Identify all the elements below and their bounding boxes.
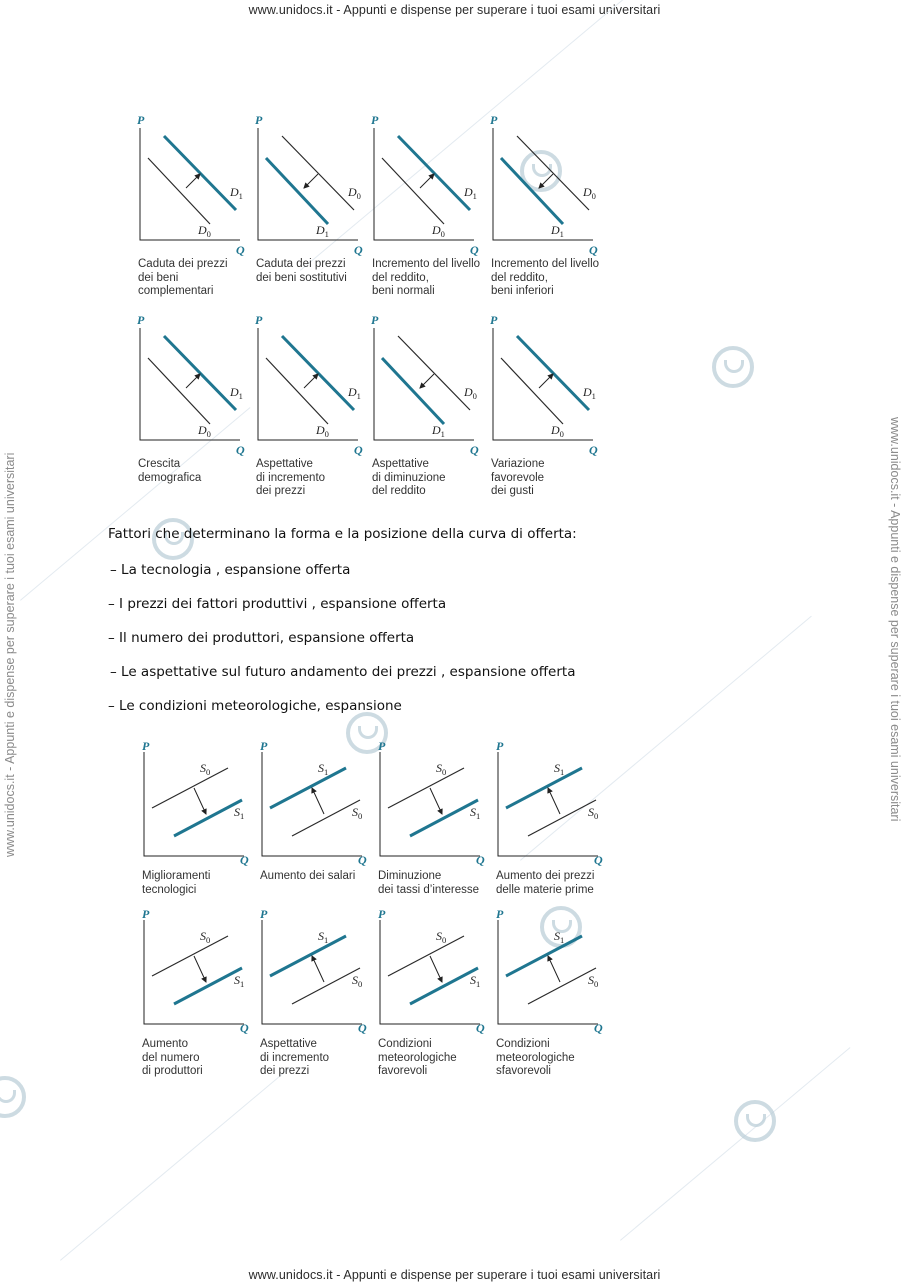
shift-arrow xyxy=(186,374,200,388)
curve-label-upper: $D_1$ xyxy=(583,385,596,401)
shift-arrow xyxy=(304,374,318,388)
shift-arrow xyxy=(548,956,560,982)
axis-label-p: P xyxy=(142,907,150,921)
curve-label-upper: $D_1$ xyxy=(230,185,243,201)
supply-curve-lower xyxy=(292,968,363,1004)
shift-arrow xyxy=(539,174,553,188)
shift-arrow xyxy=(194,956,206,982)
panel-caption: Diminuzione dei tassi d’interesse xyxy=(378,870,479,896)
axis-label-q: Q xyxy=(358,1021,367,1035)
supply-curve-upper xyxy=(152,936,228,976)
shift-arrow xyxy=(312,788,324,814)
axis-label-q: Q xyxy=(354,443,363,457)
footer-watermark: www.unidocs.it - Appunti e dispense per superare i tuoi esami universitari xyxy=(248,1268,661,1282)
demand-curve-upper xyxy=(398,136,470,210)
curve-label-upper: $S_1$ xyxy=(318,761,329,777)
shift-arrow xyxy=(420,374,434,388)
panel-caption: Condizioni meteorologiche favorevoli xyxy=(378,1038,457,1077)
shift-arrow xyxy=(430,956,442,982)
panel-caption: Aspettative di diminuzione del reddito xyxy=(372,458,446,497)
supply-curve-lower xyxy=(292,800,363,836)
axis-label-p: P xyxy=(137,113,145,127)
panel-caption: Aspettative di incremento dei prezzi xyxy=(256,458,326,497)
axis-label-p: P xyxy=(371,313,379,327)
supply-curve-lower xyxy=(174,968,245,1004)
axis-label-p: P xyxy=(378,739,386,753)
right-side-watermark: www.unidocs.it - Appunti e dispense per superare i tuoi esami universitari xyxy=(888,417,902,822)
shift-arrow xyxy=(194,788,206,814)
supply-curve-upper xyxy=(270,768,346,808)
curve-label-upper: $D_0$ xyxy=(464,385,477,401)
curve-label-lower: $D_1$ xyxy=(432,423,445,439)
curve-label-lower: $S_1$ xyxy=(234,805,245,821)
panel-caption: Condizioni meteorologiche sfavorevoli xyxy=(496,1038,575,1077)
curve-label-lower: $D_1$ xyxy=(316,223,329,239)
axis-label-p: P xyxy=(142,739,150,753)
axis-label-q: Q xyxy=(589,443,598,457)
axis-label-p: P xyxy=(371,113,379,127)
axis-label-p: P xyxy=(255,313,263,327)
axis-label-q: Q xyxy=(470,243,479,257)
shift-arrow xyxy=(539,374,553,388)
supply-curve-upper xyxy=(388,936,464,976)
axis-label-p: P xyxy=(137,313,145,327)
curve-label-lower: $S_0$ xyxy=(352,973,363,989)
list-item: – Le condizioni meteorologiche, espansione xyxy=(108,698,402,714)
panel-caption: Caduta dei prezzi dei beni sostitutivi xyxy=(256,258,347,284)
curve-label-lower: $D_1$ xyxy=(551,223,564,239)
axis-label-q: Q xyxy=(589,243,598,257)
shift-arrow xyxy=(186,174,200,188)
shift-arrow xyxy=(548,788,560,814)
demand-curve-lower xyxy=(501,358,563,424)
demand-curve-lower xyxy=(148,358,210,424)
curve-label-lower: $S_0$ xyxy=(588,805,599,821)
axis-label-q: Q xyxy=(358,853,367,867)
panel-caption: Variazione favorevole dei gusti xyxy=(491,458,545,497)
supply-curve-lower xyxy=(410,968,481,1004)
panel-caption: Aspettative di incremento dei prezzi xyxy=(260,1038,330,1077)
list-item: – Le aspettative sul futuro andamento dei prezzi , espansione offerta xyxy=(110,664,576,680)
axis-label-q: Q xyxy=(470,443,479,457)
panel-caption: Caduta dei prezzi dei beni complementari xyxy=(138,258,228,297)
panel-caption: Miglioramenti tecnologici xyxy=(142,870,211,896)
axis-label-q: Q xyxy=(476,853,485,867)
supply-curve-lower xyxy=(528,800,599,836)
curve-label-lower: $D_0$ xyxy=(551,423,564,439)
supply-factors-heading: Fattori che determinano la forma e la posizione della curva di offerta: xyxy=(108,526,577,542)
shift-arrow xyxy=(312,956,324,982)
curve-label-upper: $S_1$ xyxy=(554,761,565,777)
header-watermark: www.unidocs.it - Appunti e dispense per superare i tuoi esami universitari xyxy=(248,3,661,17)
supply-curve-lower xyxy=(410,800,481,836)
axis-label-p: P xyxy=(490,113,498,127)
axis-label-p: P xyxy=(496,907,504,921)
axis-label-q: Q xyxy=(236,243,245,257)
left-side-watermark: www.unidocs.it - Appunti e dispense per superare i tuoi esami universitari xyxy=(3,452,17,857)
axis-label-q: Q xyxy=(236,443,245,457)
panel-caption: Crescita demografica xyxy=(138,458,202,484)
curve-label-upper: $D_1$ xyxy=(464,185,477,201)
supply-curve-lower xyxy=(174,800,245,836)
supply-curve-upper xyxy=(388,768,464,808)
shift-arrow xyxy=(304,174,318,188)
curve-label-lower: $S_0$ xyxy=(588,973,599,989)
curve-label-upper: $S_0$ xyxy=(436,761,447,777)
demand-curve-upper xyxy=(282,136,354,210)
panel-caption: Incremento del livello del reddito, beni normali xyxy=(372,258,481,297)
axis-label-q: Q xyxy=(240,1021,249,1035)
axis-label-q: Q xyxy=(594,853,603,867)
curve-label-upper: $S_0$ xyxy=(436,929,447,945)
curve-label-upper: $S_0$ xyxy=(200,929,211,945)
curve-label-upper: $S_1$ xyxy=(318,929,329,945)
demand-curve-upper xyxy=(282,336,354,410)
demand-curve-lower xyxy=(382,158,444,224)
axis-label-p: P xyxy=(496,739,504,753)
curve-label-upper: $D_1$ xyxy=(348,385,361,401)
curve-label-lower: $S_1$ xyxy=(470,805,481,821)
curve-label-lower: $S_0$ xyxy=(352,805,363,821)
unidocs-logo-icon xyxy=(734,1100,776,1142)
shift-arrow xyxy=(430,788,442,814)
axis-label-p: P xyxy=(260,739,268,753)
axis-label-q: Q xyxy=(354,243,363,257)
demand-curve-lower xyxy=(382,358,444,424)
curve-label-lower: $S_1$ xyxy=(234,973,245,989)
demand-curve-upper xyxy=(517,136,589,210)
axis-label-p: P xyxy=(260,907,268,921)
curve-label-upper: $D_0$ xyxy=(348,185,361,201)
axis-label-q: Q xyxy=(240,853,249,867)
curve-label-lower: $D_0$ xyxy=(432,223,445,239)
unidocs-logo-icon xyxy=(0,1076,26,1118)
axis-label-p: P xyxy=(255,113,263,127)
curve-label-lower: $S_1$ xyxy=(470,973,481,989)
watermark-line xyxy=(620,1047,850,1241)
shift-arrow xyxy=(420,174,434,188)
curve-label-upper: $S_1$ xyxy=(554,929,565,945)
axis-label-q: Q xyxy=(594,1021,603,1035)
supply-curve-lower xyxy=(528,968,599,1004)
supply-curve-upper xyxy=(506,936,582,976)
supply-curve-upper xyxy=(506,768,582,808)
axis-label-p: P xyxy=(378,907,386,921)
list-item: – I prezzi dei fattori produttivi , espansione offerta xyxy=(108,596,447,612)
panel-caption: Incremento del livello del reddito, beni inferiori xyxy=(491,258,600,297)
supply-curve-upper xyxy=(270,936,346,976)
curve-label-lower: $D_0$ xyxy=(198,223,211,239)
axis-label-q: Q xyxy=(476,1021,485,1035)
watermark-line xyxy=(60,1067,290,1261)
demand-curve-upper xyxy=(164,336,236,410)
curve-label-upper: $D_0$ xyxy=(583,185,596,201)
demand-curve-lower xyxy=(266,158,328,224)
list-item: – Il numero dei produttori, espansione offerta xyxy=(108,630,415,646)
curve-label-upper: $S_0$ xyxy=(200,761,211,777)
supply-curve-upper xyxy=(152,768,228,808)
axis-label-p: P xyxy=(490,313,498,327)
curve-label-upper: $D_1$ xyxy=(230,385,243,401)
demand-curve-upper xyxy=(398,336,470,410)
list-item: – La tecnologia , espansione offerta xyxy=(110,562,351,578)
demand-curve-lower xyxy=(501,158,563,224)
panel-caption: Aumento dei salari xyxy=(260,870,356,882)
demand-curve-upper xyxy=(164,136,236,210)
panel-caption: Aumento dei prezzi delle materie prime xyxy=(496,870,595,896)
demand-curve-lower xyxy=(148,158,210,224)
demand-curve-lower xyxy=(266,358,328,424)
panel-caption: Aumento del numero di produttori xyxy=(142,1038,203,1077)
curve-label-lower: $D_0$ xyxy=(198,423,211,439)
curve-label-lower: $D_0$ xyxy=(316,423,329,439)
demand-curve-upper xyxy=(517,336,589,410)
